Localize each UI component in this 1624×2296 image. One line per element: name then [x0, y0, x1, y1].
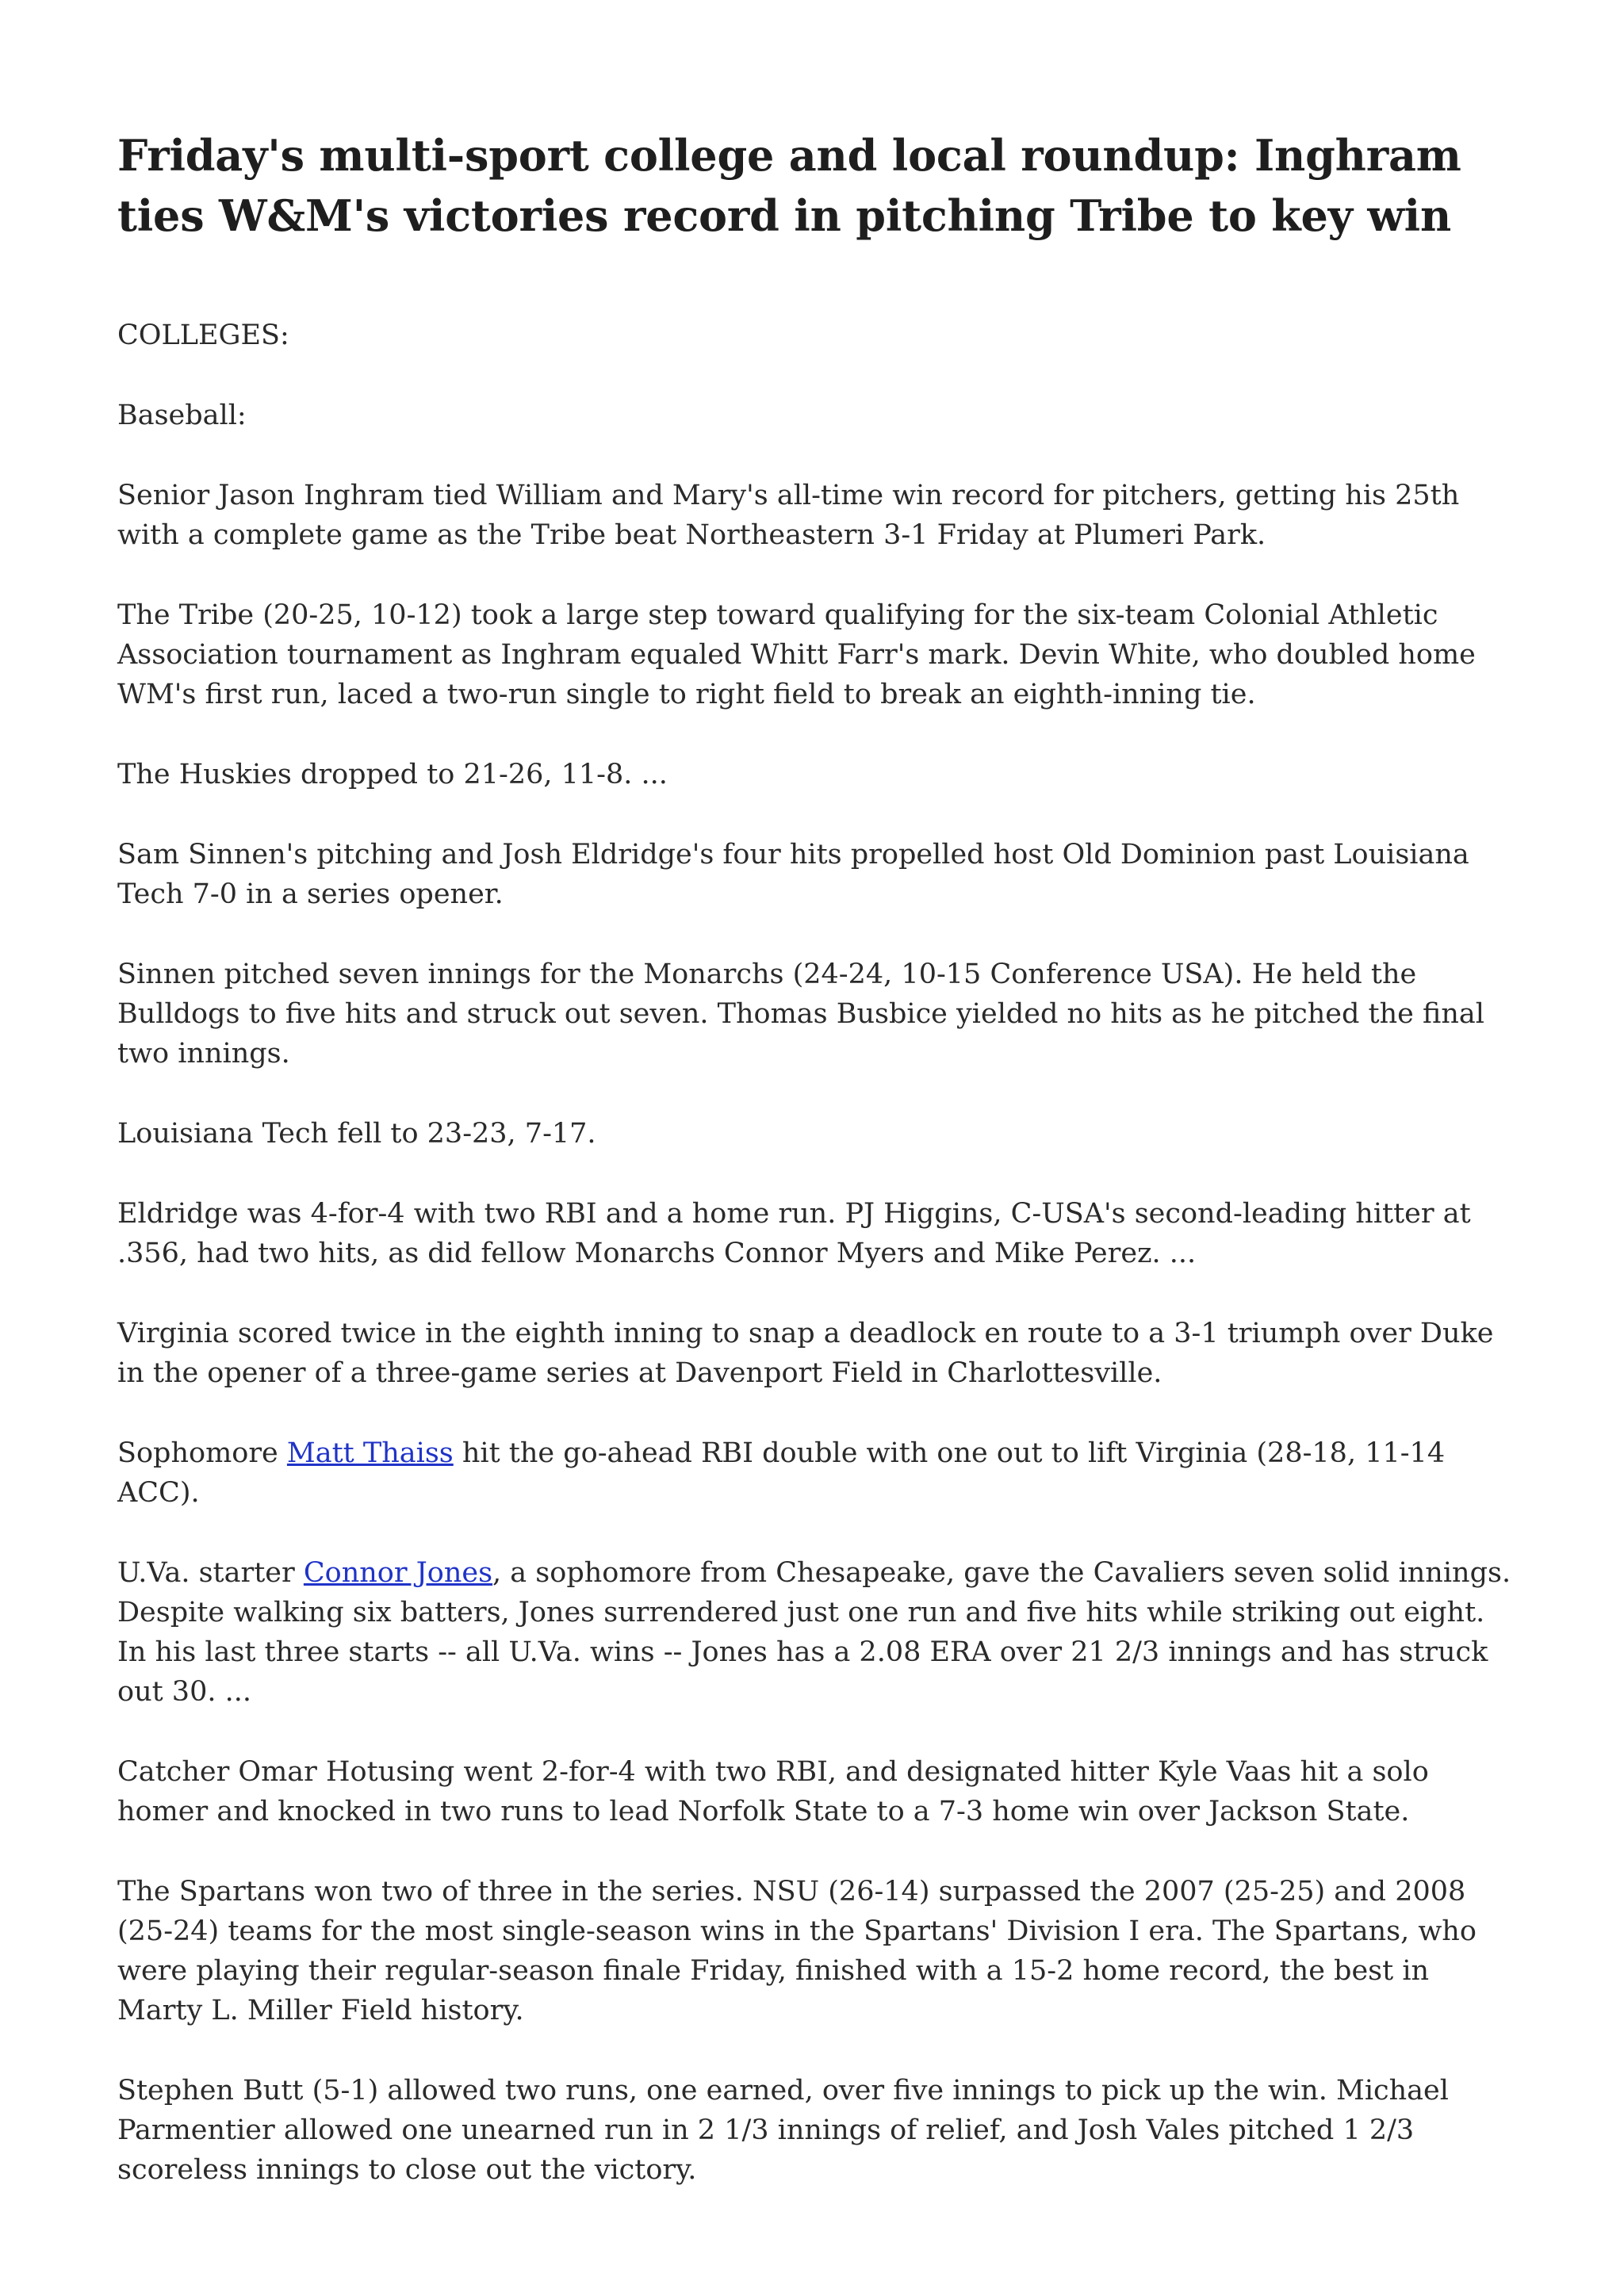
- subsection-label: Baseball:: [117, 400, 247, 431]
- article-headline: Friday's multi-sport college and local roundup: Inghram ties W&M's victories record in pitching Tribe to key win: [117, 130, 1461, 241]
- matt-thaiss-link[interactable]: Matt Thaiss: [286, 1437, 454, 1469]
- connor-jones-link[interactable]: Connor Jones: [303, 1557, 493, 1589]
- paragraph-13: Stephen Butt (5-1) allowed two runs, one earned, over five innings to pick up the win. Michael Parmentier allowed one unearned run in 2 1/3 innings of relief, and Josh Vales pitched 1 2/3 scoreless innings to close out the victory.: [117, 2075, 1449, 2186]
- paragraph-6: Louisiana Tech fell to 23-23, 7-17.: [117, 1118, 596, 1150]
- article: [117, 125, 1513, 2230]
- paragraph-9: [117, 1433, 1513, 1513]
- paragraph-2: The Tribe (20-25, 10-12) took a large step toward qualifying for the six-team Colonial Athletic Association tournament as Inghram equaled Whitt Farr's mark. Devin White, who doubled home WM's first run, laced a two-run single to right field to break an eighth-inning tie.: [117, 599, 1476, 710]
- section-label: COLLEGES:: [117, 320, 289, 351]
- paragraph-10-text-before: U.Va. starter: [117, 1557, 304, 1589]
- paragraph-9-text-after: hit the go-ahead RBI double with one out to lift Virginia (28-18, 11-14 ACC).: [117, 1437, 1446, 1509]
- paragraph-5: Sinnen pitched seven innings for the Monarchs (24-24, 10-15 Conference USA). He held the Bulldogs to five hits and struck out seven. Thomas Busbice yielded no hits as he pitched the final two innings.: [117, 959, 1484, 1070]
- paragraph-12: The Spartans won two of three in the series. NSU (26-14) surpassed the 2007 (25-25) and 2008 (25-24) teams for the most single-season wins in the Spartans' Division I era. The Spartans, who were playing their regular-season finale Friday, finished with a 15-2 home record, the best in Marty L. Miller Field history.: [117, 1876, 1477, 2026]
- paragraph-1: Senior Jason Inghram tied William and Mary's all-time win record for pitchers, getting his 25th with a complete game as the Tribe beat Northeastern 3-1 Friday at Plumeri Park.: [117, 480, 1460, 551]
- paragraph-10: [117, 1553, 1513, 1712]
- paragraph-8: Virginia scored twice in the eighth inning to snap a deadlock en route to a 3-1 triumph over Duke in the opener of a three-game series at Davenport Field in Charlottesville.: [117, 1318, 1494, 1389]
- paragraph-10-text-after: , a sophomore from Chesapeake, gave the Cavaliers seven solid innings. Despite walking six batters, Jones surrendered just one run and five hits while striking out eight. In his last three starts -- all U.Va. wins -- Jones has a 2.08 ERA over 21 2/3 innings and has struck out 30. ...: [117, 1557, 1511, 1708]
- paragraph-11: Catcher Omar Hotusing went 2-for-4 with two RBI, and designated hitter Kyle Vaas hit a solo homer and knocked in two runs to lead Norfolk State to a 7-3 home win over Jackson State.: [117, 1756, 1429, 1827]
- paragraph-7: Eldridge was 4-for-4 with two RBI and a home run. PJ Higgins, C-USA's second-leading hitter at .356, had two hits, as did fellow Monarchs Connor Myers and Mike Perez. ...: [117, 1198, 1471, 1269]
- paragraph-4: Sam Sinnen's pitching and Josh Eldridge's four hits propelled host Old Dominion past Louisiana Tech 7-0 in a series opener.: [117, 839, 1469, 910]
- paragraph-3: The Huskies dropped to 21-26, 11-8. ...: [117, 759, 668, 790]
- paragraph-9-text-before: Sophomore: [117, 1437, 287, 1469]
